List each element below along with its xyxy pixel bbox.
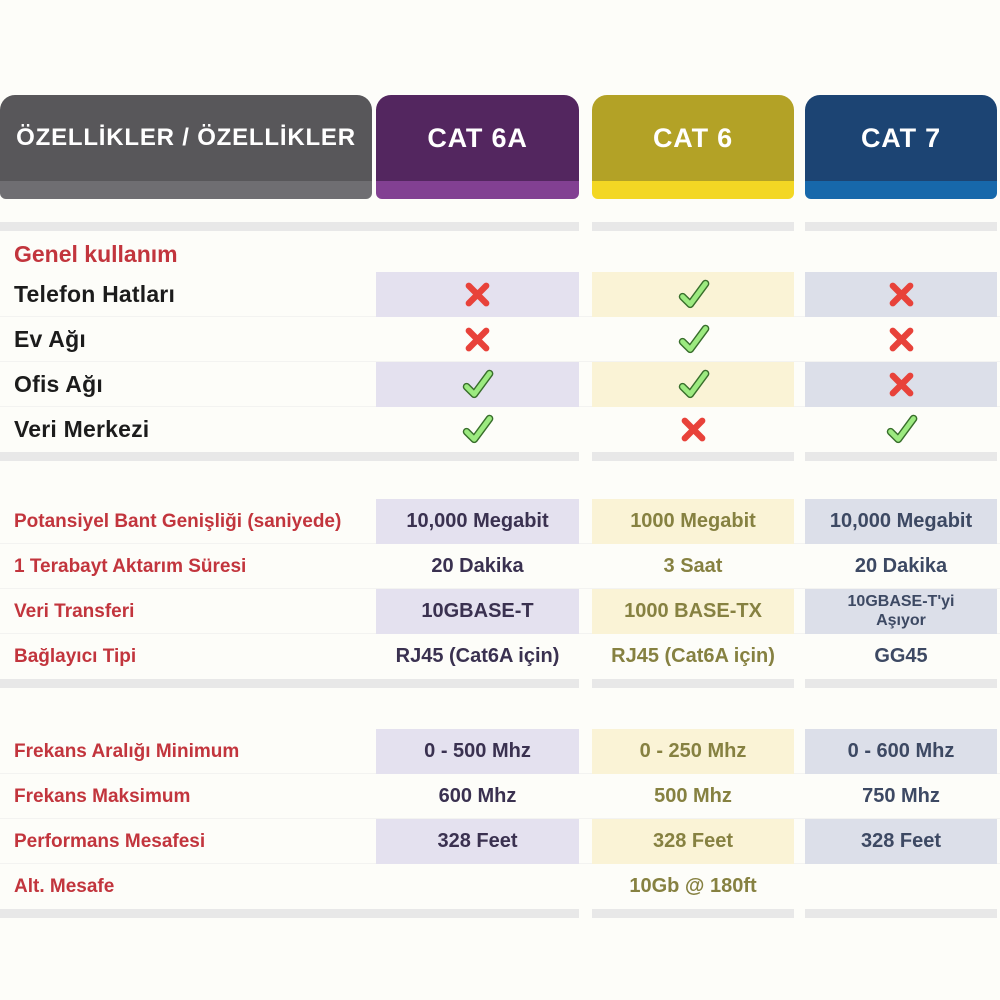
value-text: 328 Feet (652, 830, 734, 852)
value-cell-cat6a (376, 589, 579, 634)
value-cell-cat7 (805, 774, 997, 819)
section-title-row (0, 231, 1000, 272)
value-text: 10GBASE-T'yi Aşıyor (847, 593, 955, 629)
value-cell-cat7 (805, 589, 997, 634)
value-text: 10GBASE-T (421, 600, 534, 622)
row-label: Potansiyel Bant Genişliği (saniyede) (14, 510, 342, 532)
section-divider (0, 679, 1000, 688)
section-divider (0, 222, 1000, 231)
column-header-cat6 (592, 95, 794, 199)
value-cell-cat7 (805, 729, 997, 774)
value-text: 10,000 Megabit (829, 510, 973, 532)
value-cell-cat6 (592, 729, 794, 774)
table-row (0, 362, 1000, 407)
cross-icon (886, 369, 917, 400)
value-cell-cat7 (805, 634, 997, 679)
table-row (0, 272, 1000, 317)
value-cell-cat6a (376, 819, 579, 864)
column-tab-lip-cat7 (805, 181, 997, 199)
header-row (0, 95, 1000, 199)
check-icon (676, 322, 711, 357)
section-spacer (0, 688, 1000, 729)
table-row (0, 864, 1000, 909)
table-row (0, 499, 1000, 544)
value-text: 600 Mhz (438, 785, 517, 807)
value-cell-cat6 (592, 819, 794, 864)
divider-bar (0, 222, 579, 231)
value-cell-cat6 (592, 589, 794, 634)
section-frekans-ve-mesafe (0, 679, 1000, 909)
value-text: 20 Dakika (431, 555, 524, 577)
column-header-label-cat7: CAT 7 (805, 95, 997, 181)
row-label: Frekans Aralığı Minimum (14, 740, 240, 762)
value-text: 3 Saat (663, 555, 723, 577)
section-spacer (0, 461, 1000, 499)
value-text: 0 - 250 Mhz (639, 740, 747, 762)
value-cell-cat6 (592, 362, 794, 407)
section-genel-kullanim (0, 222, 1000, 452)
value-cell-cat6 (592, 499, 794, 544)
value-cell-cat6 (592, 407, 794, 452)
value-text: 1000 Megabit (630, 510, 756, 532)
value-text: 500 Mhz (654, 785, 732, 807)
value-text: 328 Feet (860, 830, 942, 852)
column-tab-lip-cat6a (376, 181, 579, 199)
row-label: Frekans Maksimum (14, 785, 191, 807)
divider-bar (0, 452, 579, 461)
check-icon (884, 412, 919, 447)
divider-bar (592, 452, 794, 461)
cross-icon (678, 414, 709, 445)
value-cell-cat7 (805, 864, 997, 909)
divider-bar (805, 679, 997, 688)
divider-bar (805, 452, 997, 461)
value-text: 20 Dakika (854, 555, 948, 577)
row-label: Alt. Mesafe (14, 875, 115, 897)
value-cell-cat7 (805, 272, 997, 317)
cross-icon (462, 279, 493, 310)
value-text: 10,000 Megabit (406, 510, 549, 532)
check-icon (460, 367, 495, 402)
value-cell-cat6a (376, 544, 579, 589)
features-header-label: ÖZELLİKLER / ÖZELLİKLER (0, 95, 372, 181)
section-bant-ve-transfer (0, 452, 1000, 679)
table-sections (0, 222, 1000, 918)
value-cell-cat6a (376, 729, 579, 774)
row-label: Ev Ağı (14, 326, 86, 352)
table-row (0, 544, 1000, 589)
column-tab-lip-cat6 (592, 181, 794, 199)
value-text: 10Gb @ 180ft (629, 875, 757, 897)
value-cell-cat7 (805, 499, 997, 544)
column-header-cat6a (376, 95, 579, 199)
row-label: Telefon Hatları (14, 281, 176, 307)
features-tab-lip (0, 181, 372, 199)
value-text: RJ45 (Cat6A için) (611, 645, 775, 667)
row-label: Bağlayıcı Tipi (14, 645, 137, 667)
value-text: 0 - 600 Mhz (847, 740, 955, 762)
check-icon (676, 367, 711, 402)
value-cell-cat6a (376, 864, 579, 909)
divider-bar (0, 909, 579, 918)
header-gap (0, 199, 1000, 222)
table-row (0, 729, 1000, 774)
cross-icon (886, 279, 917, 310)
column-header-label-cat6a: CAT 6A (376, 95, 579, 181)
row-label: 1 Terabayt Aktarım Süresi (14, 555, 247, 577)
row-label: Performans Mesafesi (14, 830, 206, 852)
row-label: Ofis Ağı (14, 371, 103, 397)
divider-bar (592, 679, 794, 688)
value-text: 328 Feet (437, 830, 518, 852)
value-cell-cat6a (376, 272, 579, 317)
table-row (0, 407, 1000, 452)
value-cell-cat6 (592, 272, 794, 317)
value-cell-cat6a (376, 362, 579, 407)
table-row (0, 819, 1000, 864)
value-cell-cat7 (805, 317, 997, 362)
value-cell-cat7 (805, 544, 997, 589)
value-cell-cat6a (376, 499, 579, 544)
column-header-cat7 (805, 95, 997, 199)
value-cell-cat6a (376, 634, 579, 679)
cross-icon (886, 324, 917, 355)
divider-bar (805, 222, 997, 231)
table-row (0, 589, 1000, 634)
section-divider (0, 452, 1000, 461)
value-cell-cat6 (592, 634, 794, 679)
value-cell-cat6 (592, 544, 794, 589)
value-text: 750 Mhz (862, 785, 940, 807)
value-cell-cat7 (805, 819, 997, 864)
table-row (0, 634, 1000, 679)
value-text: GG45 (874, 645, 928, 667)
bottom-divider (0, 909, 1000, 918)
value-cell-cat7 (805, 362, 997, 407)
value-cell-cat6 (592, 317, 794, 362)
row-label: Veri Merkezi (14, 416, 150, 442)
value-cell-cat6 (592, 774, 794, 819)
table-row (0, 317, 1000, 362)
value-cell-cat6a (376, 774, 579, 819)
section-title: Genel kullanım (14, 241, 178, 267)
divider-bar (592, 909, 794, 918)
check-icon (460, 412, 495, 447)
divider-bar (592, 222, 794, 231)
value-text: RJ45 (Cat6A için) (395, 645, 560, 667)
row-label: Veri Transferi (14, 600, 135, 622)
features-header-tab (0, 95, 372, 199)
value-text: 1000 BASE-TX (624, 600, 762, 622)
value-cell-cat6 (592, 864, 794, 909)
value-cell-cat6a (376, 317, 579, 362)
divider-bar (0, 679, 579, 688)
divider-bar (805, 909, 997, 918)
value-text: 0 - 500 Mhz (424, 740, 531, 762)
cross-icon (462, 324, 493, 355)
value-cell-cat7 (805, 407, 997, 452)
value-cell-cat6a (376, 407, 579, 452)
column-header-label-cat6: CAT 6 (592, 95, 794, 181)
table-row (0, 774, 1000, 819)
check-icon (676, 277, 711, 312)
